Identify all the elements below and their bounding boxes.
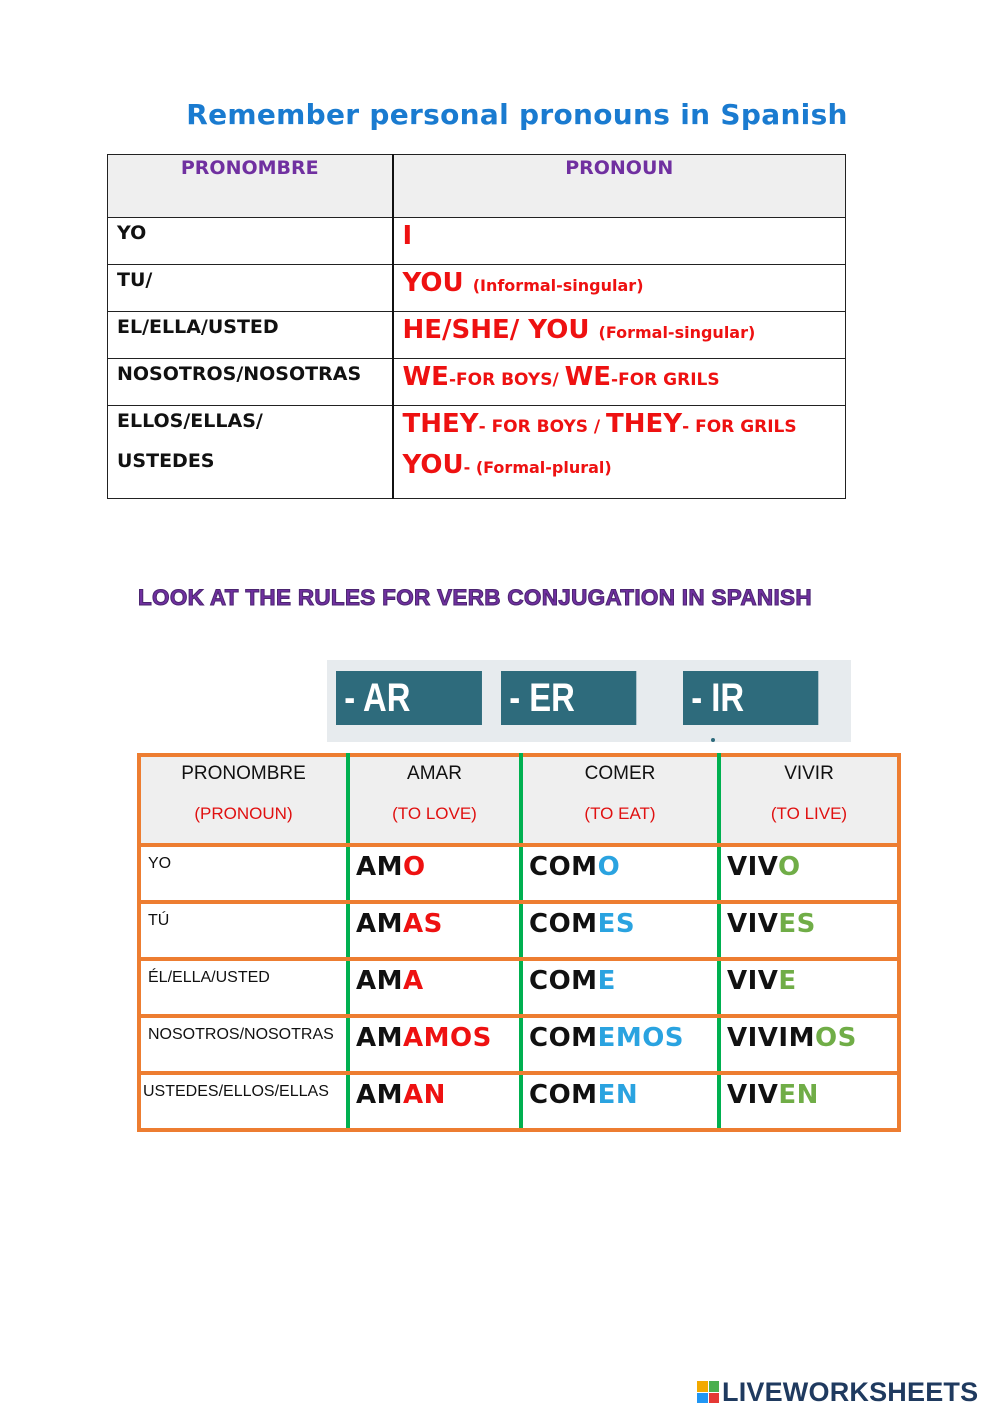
er-conjugation: COMEN	[521, 1073, 719, 1130]
rules-heading: LOOK AT THE RULES FOR VERB CONJUGATION IN SPANISH	[138, 585, 812, 610]
english-pronoun	[393, 359, 846, 406]
pronoun-main: THEY	[402, 409, 479, 439]
table-row	[139, 1016, 899, 1073]
table-row	[108, 406, 846, 499]
conjugation-header-row	[139, 755, 899, 845]
header-pronombre: PRONOMBRE (PRONOUN)	[139, 755, 348, 845]
english-pronoun	[393, 312, 846, 359]
pronoun-cell: YO	[139, 845, 348, 902]
spanish-pronoun	[108, 406, 393, 499]
pronoun-note: - FOR GRILS	[682, 417, 797, 437]
table-row	[108, 359, 846, 406]
liveworksheets-logo	[697, 1376, 978, 1408]
page-title: Remember personal pronouns in Spanish	[186, 98, 848, 131]
header-vivir: VIVIR (TO LIVE)	[719, 755, 899, 845]
pronoun-main: I	[402, 221, 413, 251]
pronoun-cell: NOSOTROS/NOSOTRAS	[139, 1016, 348, 1073]
pronoun-main: YOU	[402, 268, 464, 298]
ar-conjugation: AMO	[348, 845, 521, 902]
spanish-pronoun-line: USTEDES	[117, 450, 215, 472]
english-pronoun	[393, 218, 846, 265]
decorative-dot	[711, 738, 715, 742]
ir-conjugation: VIVIMOS	[719, 1016, 899, 1073]
pronoun-main: HE/SHE/ YOU	[402, 315, 590, 345]
table-row	[139, 959, 899, 1016]
table-row	[139, 902, 899, 959]
ar-conjugation: AMA	[348, 959, 521, 1016]
er-conjugation: COME	[521, 959, 719, 1016]
pronoun-table	[107, 154, 846, 499]
table-row	[139, 845, 899, 902]
pronoun-main: WE	[564, 362, 612, 392]
er-conjugation: COMO	[521, 845, 719, 902]
ir-conjugation: VIVE	[719, 959, 899, 1016]
table-row	[108, 265, 846, 312]
spanish-pronoun: EL/ELLA/USTED	[108, 312, 393, 359]
pronoun-note: -FOR BOYS/	[448, 370, 565, 390]
pronoun-note: - FOR BOYS /	[478, 417, 607, 437]
pronoun-note: (Informal-singular)	[472, 276, 644, 295]
pronoun-note: (Formal-singular)	[598, 323, 756, 342]
spanish-pronoun-line: ELLOS/ELLAS/	[117, 410, 263, 432]
table-row	[108, 312, 846, 359]
spanish-pronoun: YO	[108, 218, 393, 265]
ar-conjugation: AMAMOS	[348, 1016, 521, 1073]
verb-endings-banner	[327, 660, 851, 742]
logo-text: LIVEWORKSHEETS	[722, 1376, 979, 1407]
header-pronombre: PRONOMBRE	[108, 155, 393, 218]
pronoun-main: THEY	[606, 409, 683, 439]
er-conjugation: COMES	[521, 902, 719, 959]
liveworksheets-logo-icon	[697, 1381, 719, 1403]
ending-er-tile: - ER	[501, 671, 636, 725]
pronoun-note: -FOR GRILS	[611, 370, 720, 390]
ir-conjugation: VIVES	[719, 902, 899, 959]
pronoun-table-header	[108, 155, 846, 218]
er-conjugation: COMEMOS	[521, 1016, 719, 1073]
spanish-pronoun: TU/	[108, 265, 393, 312]
pronoun-cell: TÚ	[139, 902, 348, 959]
ending-ar-tile: - AR	[336, 671, 482, 725]
ar-conjugation: AMAN	[348, 1073, 521, 1130]
pronoun-note: - (Formal-plural)	[463, 458, 612, 477]
pronoun-main: WE	[402, 362, 449, 392]
ir-conjugation: VIVEN	[719, 1073, 899, 1130]
english-pronoun	[393, 265, 846, 312]
pronoun-cell: USTEDES/ELLOS/ELLAS	[139, 1073, 348, 1130]
table-row	[108, 218, 846, 265]
pronoun-main: YOU	[402, 450, 464, 480]
spanish-pronoun: NOSOTROS/NOSOTRAS	[108, 359, 393, 406]
english-pronoun	[393, 406, 846, 499]
ar-conjugation: AMAS	[348, 902, 521, 959]
table-row	[139, 1073, 899, 1130]
header-pronoun: PRONOUN	[393, 155, 846, 218]
pronoun-cell: ÉL/ELLA/USTED	[139, 959, 348, 1016]
ending-ir-tile: - IR	[683, 671, 818, 725]
conjugation-table	[137, 753, 901, 1132]
header-comer: COMER (TO EAT)	[521, 755, 719, 845]
header-amar: AMAR (TO LOVE)	[348, 755, 521, 845]
ir-conjugation: VIVO	[719, 845, 899, 902]
